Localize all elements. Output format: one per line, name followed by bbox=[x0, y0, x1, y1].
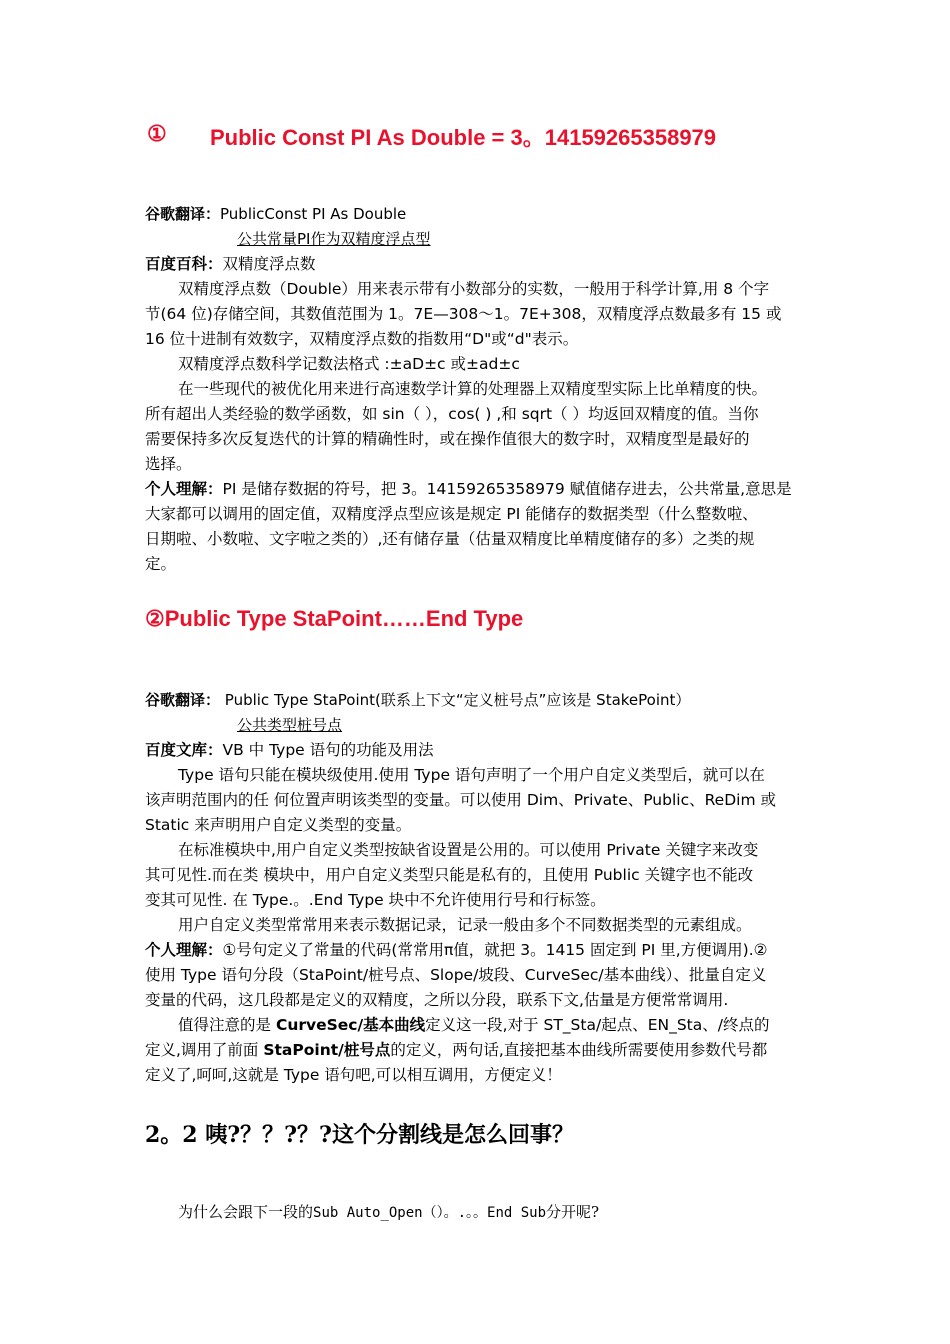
paragraph-line: 需要保持多次反复迭代的计算的精确性时，或在操作值很大的数字时，双精度型是最好的 bbox=[145, 430, 750, 448]
section1-google-line bbox=[145, 202, 815, 227]
personal-text: ①号句定义了常量的代码(常常用π值，就把 3。1415 固定到 PI 里,方便调用).② bbox=[222, 941, 768, 959]
section1-number: ① bbox=[147, 121, 167, 146]
note-bold-curvesec: CurveSec/基本曲线 bbox=[275, 1016, 426, 1034]
section2-title: ②Public Type StaPoint……End Type bbox=[145, 606, 524, 631]
baidu-label: 百度文库： bbox=[145, 741, 223, 759]
google-label: 谷歌翻译： bbox=[145, 205, 221, 223]
paragraph-line: 用户自定义类型常常用来表示数据记录，记录一般由多个不同数据类型的元素组成。 bbox=[178, 916, 752, 934]
google-label: 谷歌翻译： bbox=[145, 691, 221, 709]
paragraph-line: 变其可见性. 在 Type.。.End Type 块中不允许使用行号和行标签。 bbox=[145, 891, 606, 909]
baidu-label: 百度百科： bbox=[145, 255, 223, 273]
paragraph-line: 双精度浮点数科学记数法格式 :±aD±c 或±ad±c bbox=[178, 355, 520, 373]
baidu-title: VB 中 Type 语句的功能及用法 bbox=[222, 741, 434, 759]
personal-label: 个人理解： bbox=[145, 480, 223, 498]
section1-google-translation bbox=[237, 227, 907, 252]
paragraph-line: 大家都可以调用的固定值，双精度浮点型应该是规定 PI 能储存的数据类型（什么整数啦、 bbox=[145, 505, 758, 523]
paragraph-line: 日期啦、小数啦、文字啦之类的）,还有储存量（估量双精度比单精度储存的多）之类的规 bbox=[145, 530, 755, 548]
paragraph-line: 在一些现代的被优化用来进行高速数学计算的处理器上双精度型实际上比单精度的快。 bbox=[178, 380, 768, 398]
paragraph-line: 双精度浮点数（Double）用来表示带有小数部分的实数，一般用于科学计算,用 8 个字 bbox=[178, 280, 770, 298]
note-pre: 值得注意的是 bbox=[178, 1016, 276, 1034]
personal-label: 个人理解： bbox=[145, 941, 223, 959]
google-translation-text: 公共常量PI作为双精度浮点型 bbox=[237, 230, 431, 248]
section1-baidu-line bbox=[145, 252, 815, 277]
question-code: Sub Auto_Open（）。.。。End Sub bbox=[313, 1205, 547, 1221]
google-translation-text: 公共类型桩号点 bbox=[237, 716, 343, 734]
paragraph-line: 定。 bbox=[145, 555, 177, 573]
section1-title: Public Const PI As Double = 3。14159265358979 bbox=[210, 125, 717, 150]
paragraph-line: 节(64 位)存储空间，其数值范围为 1。7E—308～1。7E+308，双精度浮点数最多有 15 或 bbox=[145, 305, 782, 323]
baidu-title: 双精度浮点数 bbox=[222, 255, 316, 273]
paragraph-line: 在标准模块中,用户自定义类型按缺省设置是公用的。可以使用 Private 关键字来改变 bbox=[178, 841, 759, 859]
note-line bbox=[145, 1038, 815, 1063]
paragraph-line: 变量的代码，这几段都是定义的双精度，之所以分段，联系下文,估量是方便常常调用. bbox=[145, 991, 729, 1009]
note-line2-post: 的定义，两句话,直接把基本曲线所需要使用参数代号都 bbox=[390, 1041, 768, 1059]
paragraph-line: 选择。 bbox=[145, 455, 192, 473]
google-text: Public Type StaPoint(联系上下文“定义桩号点”应该是 StakePoint） bbox=[220, 691, 691, 709]
note-line2-pre: 定义,调用了前面 bbox=[145, 1041, 264, 1059]
section2-baidu-line bbox=[145, 738, 815, 763]
paragraph-line: 16 位十进制有效数字，双精度浮点数的指数用“D"或“d"表示。 bbox=[145, 330, 579, 348]
note-mid: 定义这一段,对于 ST_Sta/起点、EN_Sta、/终点的 bbox=[425, 1016, 770, 1034]
paragraph-line: 其可见性.而在类 模块中，用户自定义类型只能是私有的，且使用 Public 关键字也不能改 bbox=[145, 866, 754, 884]
section2-google-line bbox=[145, 688, 815, 713]
personal-text: PI 是储存数据的符号，把 3。14159265358979 赋值储存进去，公共常量,意思是 bbox=[222, 480, 792, 498]
note-line bbox=[145, 1013, 848, 1038]
section2-google-translation bbox=[237, 713, 907, 738]
paragraph-line: 所有超出人类经验的数学函数，如 sin（ ），cos( ) ,和 sqrt（ ）均返回双精度的值。当你 bbox=[145, 405, 759, 423]
paragraph-line: Static 来声明用户自定义类型的变量。 bbox=[145, 816, 412, 834]
paragraph-line: Type 语句只能在模块级使用.使用 Type 语句声明了一个用户自定义类型后，就可以在 bbox=[178, 766, 765, 784]
paragraph-line: 使用 Type 语句分段（StaPoint/桩号点、Slope/坡段、CurveSec/基本曲线）、批量自定义 bbox=[145, 966, 767, 984]
section1-personal-line bbox=[145, 477, 815, 502]
note-line: 定义了,呵呵,这就是 Type 语句吧,可以相互调用，方便定义！ bbox=[145, 1066, 562, 1084]
question-pre: 为什么会跟下一段的 bbox=[178, 1203, 314, 1221]
note-bold-stapoint: StaPoint/桩号点 bbox=[263, 1041, 391, 1059]
paragraph-line: 该声明范围内的任 何位置声明该类型的变量。可以使用 Dim、Private、Public、ReDim 或 bbox=[145, 791, 776, 809]
section3-question bbox=[178, 1201, 599, 1222]
section3-title: 2。2 咦?？？?？?这个分割线是怎么回事？ bbox=[145, 1122, 574, 1148]
question-post: 分开呢? bbox=[546, 1203, 600, 1221]
section2-personal-line bbox=[145, 938, 815, 963]
google-text: PublicConst PI As Double bbox=[220, 205, 407, 223]
